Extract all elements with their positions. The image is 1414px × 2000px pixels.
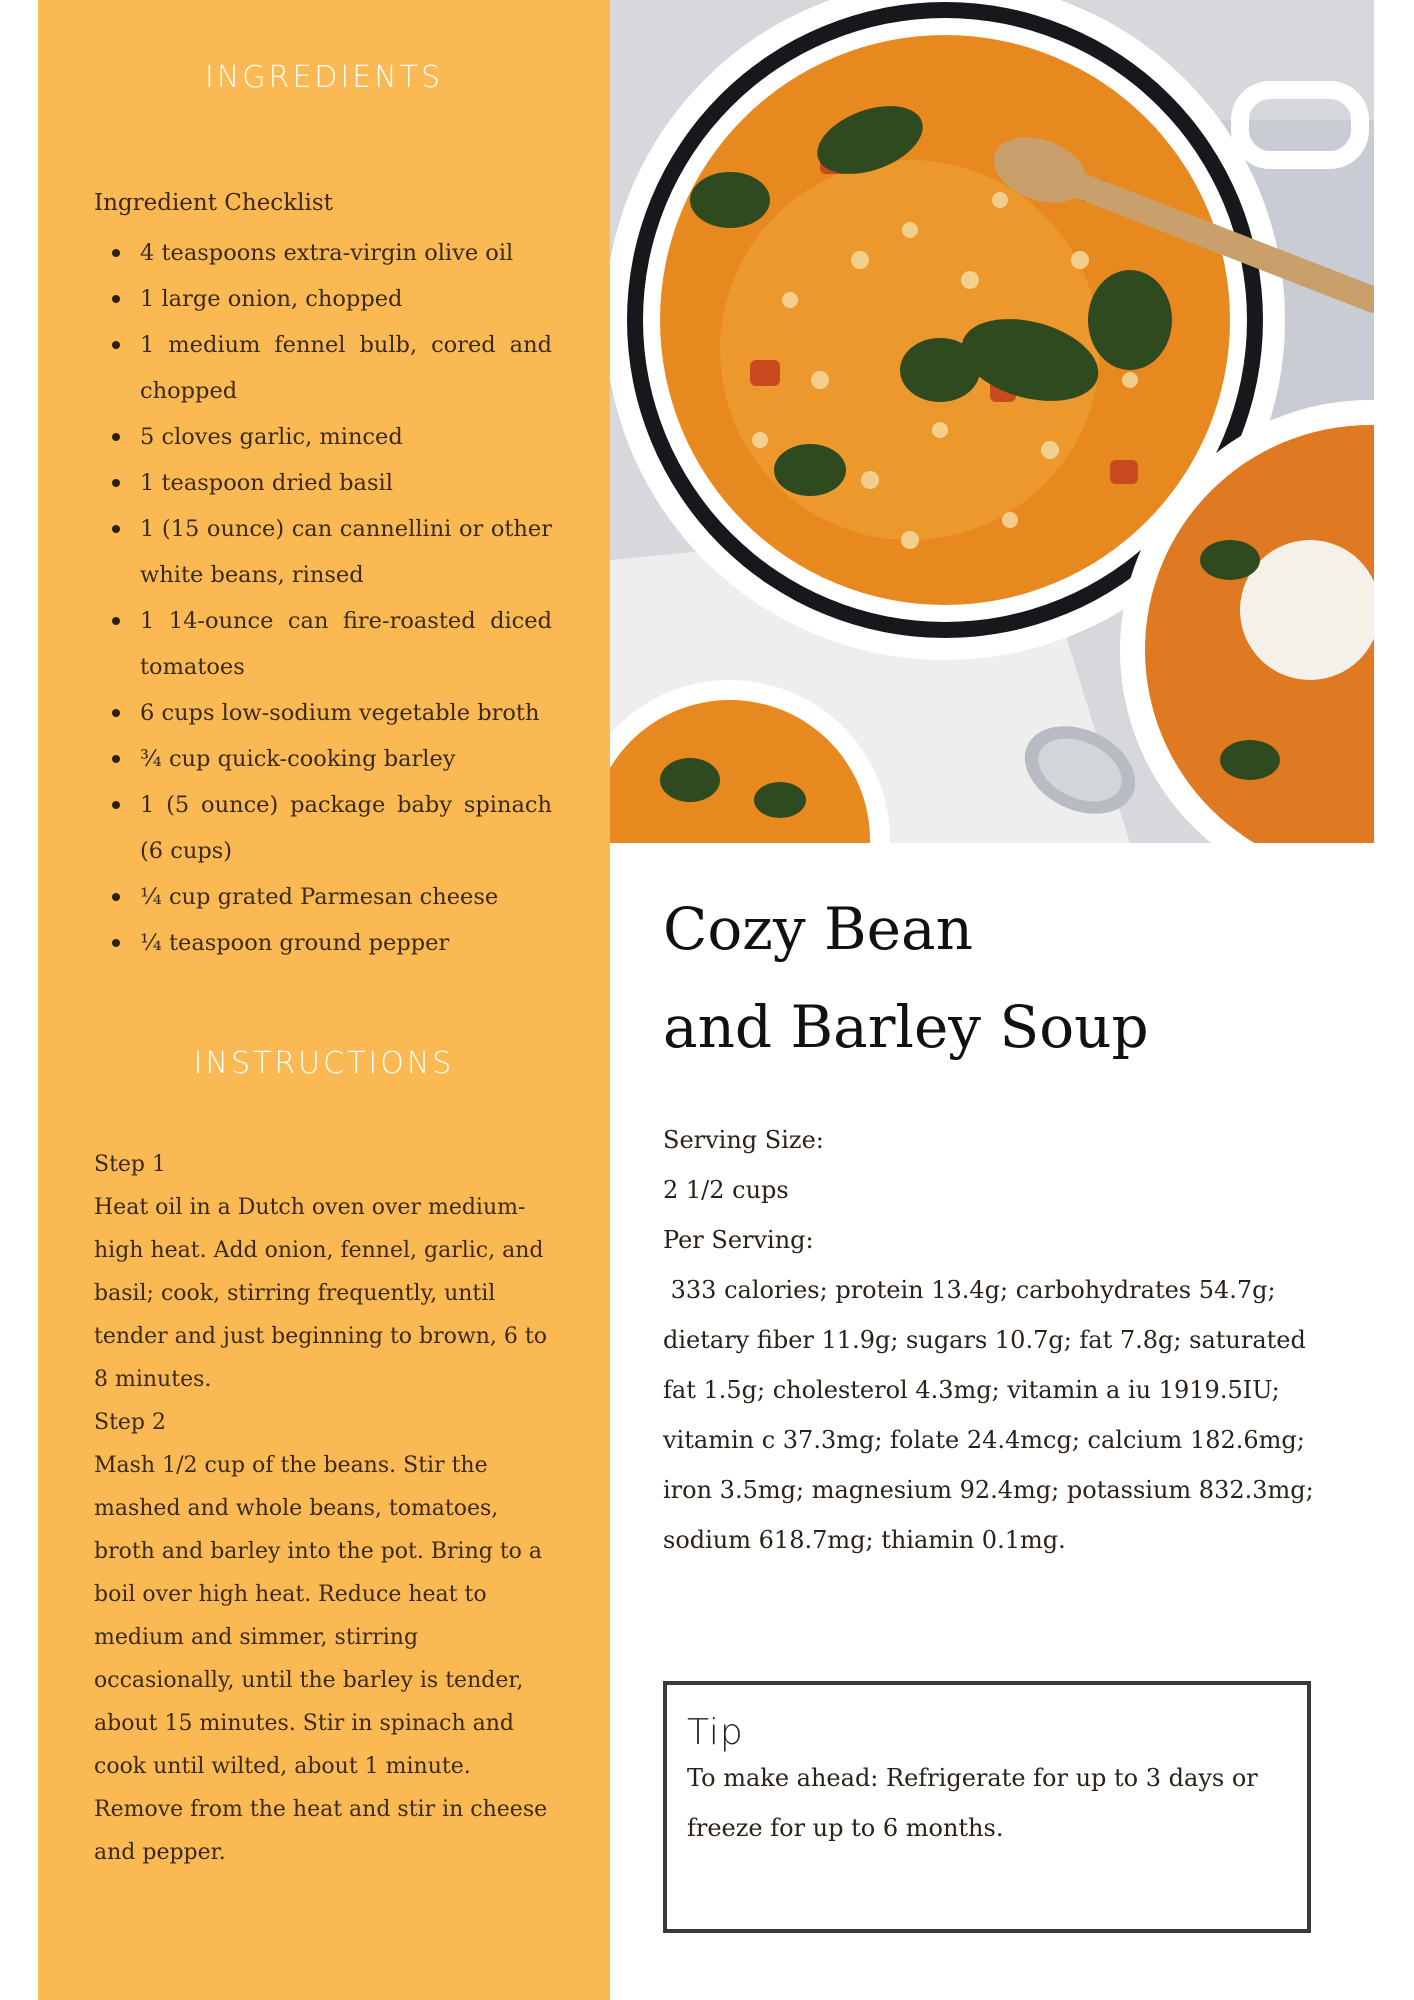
recipe-title-line-2: and Barley Soup <box>663 993 1149 1061</box>
instructions-heading: INSTRUCTIONS <box>193 1046 455 1081</box>
ingredient-item: 1 medium fennel bulb, cored and chopped <box>140 322 552 414</box>
step-label: Step 2 <box>94 1410 167 1435</box>
ingredient-item: ¼ cup grated Parmesan cheese <box>140 874 552 920</box>
ingredient-item: 1 teaspoon dried basil <box>140 460 552 506</box>
left-sidebar <box>38 0 610 2000</box>
instructions-body <box>94 1143 564 1874</box>
ingredients-heading: INGREDIENTS <box>204 60 444 95</box>
step-text: Heat oil in a Dutch oven over medium-high heat. Add onion, fennel, garlic, and basil; cook, stirring frequently, until tender and just beginning to brown, 6 to 8 minutes. <box>94 1195 547 1392</box>
ingredient-item: 1 (15 ounce) can cannellini or other white beans, rinsed <box>140 506 552 598</box>
ingredient-item: 1 14-ounce can fire-roasted diced tomatoes <box>140 598 552 690</box>
per-serving-details: 333 calories; protein 13.4g; carbohydrates 54.7g; dietary fiber 11.9g; sugars 10.7g; fat 7.8g; saturated fat 1.5g; cholesterol 4.3mg; vitamin a iu 1919.5IU; vitamin c 37.3mg; folate 24.4mcg; calcium 182.6mg; iron 3.5mg; magnesium 92.4mg; potassium 832.3mg; sodium 618.7mg; thiamin 0.1mg. <box>663 1276 1322 1554</box>
tip-box <box>663 1681 1311 1933</box>
recipe-title-line-1: Cozy Bean <box>663 895 973 963</box>
step-text: Mash 1/2 cup of the beans. Stir the mashed and whole beans, tomatoes, broth and barley into the pot. Bring to a boil over high heat. Reduce heat to medium and simmer, stirring occasionally, until the barley is tender, about 15 minutes. Stir in spinach and cook until wilted, about 1 minute. Remove from the heat and stir in cheese and pepper. <box>94 1453 548 1865</box>
per-serving-label: Per Serving: <box>663 1226 814 1254</box>
tip-title: Tip <box>687 1712 744 1753</box>
ingredient-item: 4 teaspoons extra-virgin olive oil <box>140 230 552 276</box>
ingredient-item: 1 large onion, chopped <box>140 276 552 322</box>
ingredient-item: ¾ cup quick-cooking barley <box>140 736 552 782</box>
serving-size-value: 2 1/2 cups <box>663 1176 789 1204</box>
ingredient-list <box>94 230 552 966</box>
recipe-title <box>663 880 1363 1076</box>
ingredient-item: ¼ teaspoon ground pepper <box>140 920 552 966</box>
nutrition-info <box>663 1115 1322 1565</box>
soup-bowl-illustration <box>610 0 1374 843</box>
ingredient-item: 5 cloves garlic, minced <box>140 414 552 460</box>
step-label: Step 1 <box>94 1152 167 1177</box>
ingredient-checklist-title: Ingredient Checklist <box>94 190 333 216</box>
tip-text: To make ahead: Refrigerate for up to 3 days or freeze for up to 6 months. <box>687 1764 1258 1842</box>
soup-photo <box>610 0 1374 843</box>
serving-size-label: Serving Size: <box>663 1126 824 1154</box>
ingredient-item: 6 cups low-sodium vegetable broth <box>140 690 552 736</box>
ingredient-item: 1 (5 ounce) package baby spinach (6 cups) <box>140 782 552 874</box>
